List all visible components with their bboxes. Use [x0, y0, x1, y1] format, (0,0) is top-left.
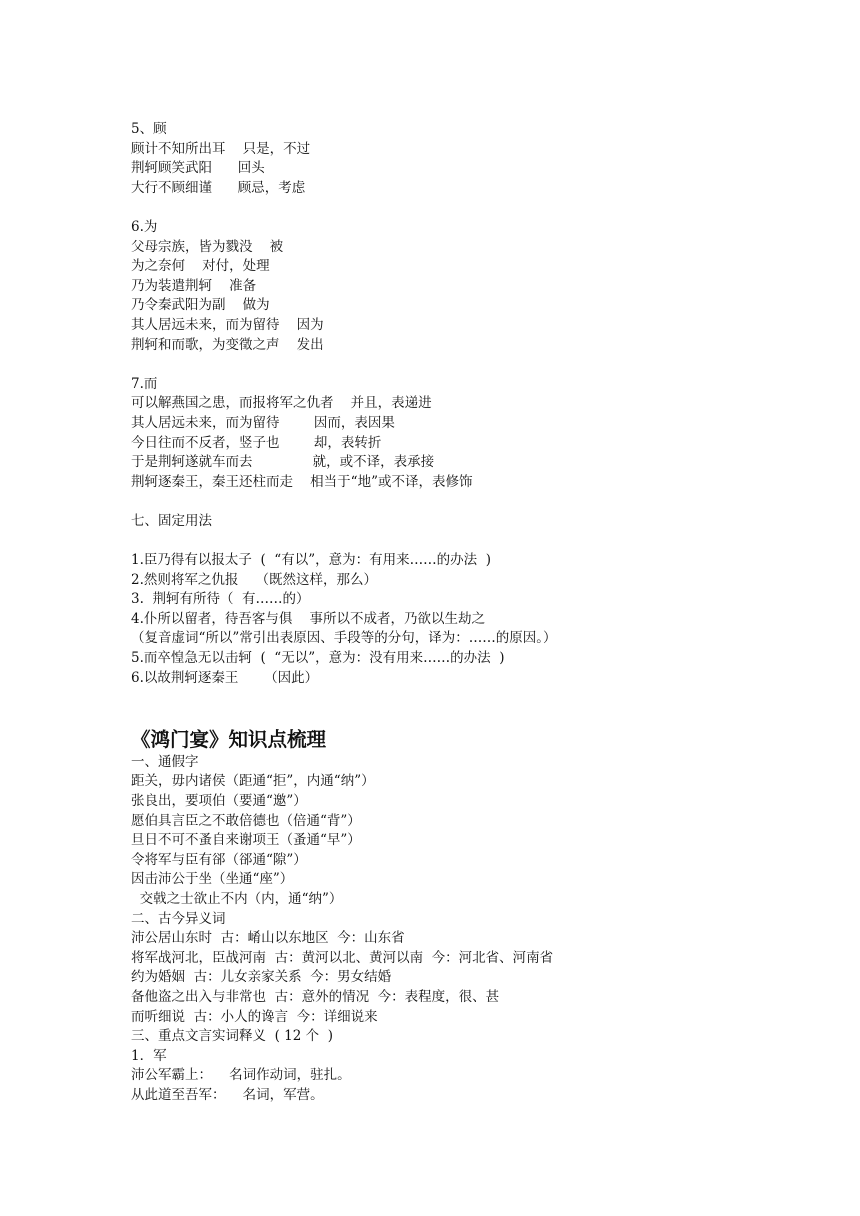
hongmen-line: 1．军 [131, 1047, 167, 1064]
hongmen-line: 沛公军霸上： 名词作动词，驻扎。 [131, 1067, 351, 1084]
example-line: 荆轲和而歌，为变徵之声 发出 [131, 336, 324, 353]
hongmen-title: 《鸿门宴》知识点梳理 [131, 727, 327, 751]
section-heading-fixed-usage: 七、固定用法 [131, 512, 212, 529]
hongmen-line: 约为婚姻 古：儿女亲家关系 今：男女结婚 [131, 969, 392, 986]
example-line: 为之奈何 对付，处理 [131, 258, 270, 275]
hongmen-line: 将军战河北，臣战河南 古：黄河以北、黄河以南 今：河北省、河南省 [131, 949, 554, 966]
example-line: 乃令秦武阳为副 做为 [131, 297, 270, 314]
example-line: 其人居远未来，而为留待 因而，表因果 [131, 414, 395, 431]
fixed-usage-line: 4.仆所以留者，待吾客与俱 事所以不成者，乃欲以生劫之 [131, 610, 486, 627]
blank-line [131, 688, 831, 708]
example-line: 荆轲逐秦王，秦王还柱而走 相当于“地”或不译，表修饰 [131, 473, 473, 490]
fixed-usage-line: 5.而卒惶急无以击轲 ( “无以”，意为：没有用来……的办法 ) [131, 650, 505, 667]
document-page [131, 120, 831, 1106]
fixed-usage-line: 2.然则将军之仇报 （既然这样，那么） [131, 571, 378, 588]
hongmen-line: 一、通假字 [131, 753, 199, 770]
hongmen-line: 三、重点文言实词释义 ( 12 个 ) [131, 1028, 333, 1045]
blank-line [131, 531, 831, 551]
hongmen-line: 张良出，要项伯（要通“邀”） [131, 793, 307, 809]
hongmen-line: 交戟之士欲止不内（内，通“纳”） [131, 890, 343, 907]
example-line: 荆轲顾笑武阳 回头 [131, 160, 265, 177]
hongmen-line: 因击沛公于坐（坐通“座”） [131, 871, 294, 888]
hongmen-line: 而听细说 古：小人的谗言 今：详细说来 [131, 1008, 378, 1025]
section-heading-wei: 6.为 [131, 218, 158, 235]
section-heading-gu: 5、顾 [131, 121, 167, 137]
example-line: 于是荆轲遂就车而去 就，或不译，表承接 [131, 454, 435, 471]
fixed-usage-line: （复音虚词“所以”常引出表原因、手段等的分句，译为：……的原因。） [131, 630, 557, 647]
hongmen-line: 距关，毋内诸侯（距通“拒”，内通“纳”） [131, 773, 375, 790]
fixed-usage-line: 3. 荆轲有所待（ 有……的） [131, 591, 310, 608]
hongmen-line: 令将军与臣有郤（郤通“隙”） [131, 851, 307, 868]
example-line: 其人居远未来，而为留待 因为 [131, 316, 324, 333]
example-line: 顾计不知所出耳 只是，不过 [131, 140, 311, 157]
fixed-usage-line: 1.臣乃得有以报太子 ( “有以”，意为：有用来……的办法 ) [131, 552, 491, 569]
hongmen-line: 备他盗之出入与非常也 古：意外的情况 今：表程度，很、甚 [131, 988, 500, 1005]
example-line: 乃为装遣荆轲 准备 [131, 277, 257, 294]
example-line: 可以解燕国之患，而报将军之仇者 并且，表递进 [131, 395, 432, 412]
hongmen-line: 沛公居山东时 古：崤山以东地区 今：山东省 [131, 930, 405, 947]
hongmen-line: 二、古今异义词 [131, 910, 226, 927]
hongmen-line: 旦日不可不蚤自来谢项王（蚤通“早”） [131, 832, 361, 849]
example-line: 今日往而不反者，竖子也 却，表转折 [131, 434, 382, 451]
section-heading-er: 7.而 [131, 375, 158, 392]
example-line: 大行不顾细谨 顾忌，考虑 [131, 179, 306, 196]
example-line: 父母宗族，皆为戮没 被 [131, 238, 284, 255]
fixed-usage-line: 6.以故荆轲逐秦王 （因此） [131, 669, 319, 686]
blank-line [131, 492, 831, 512]
blank-line [131, 355, 831, 375]
hongmen-line: 从此道至吾军： 名词，军营。 [131, 1086, 324, 1103]
hongmen-line: 愿伯具言臣之不敢倍德也（倍通“背”） [131, 812, 361, 829]
blank-line [131, 198, 831, 218]
